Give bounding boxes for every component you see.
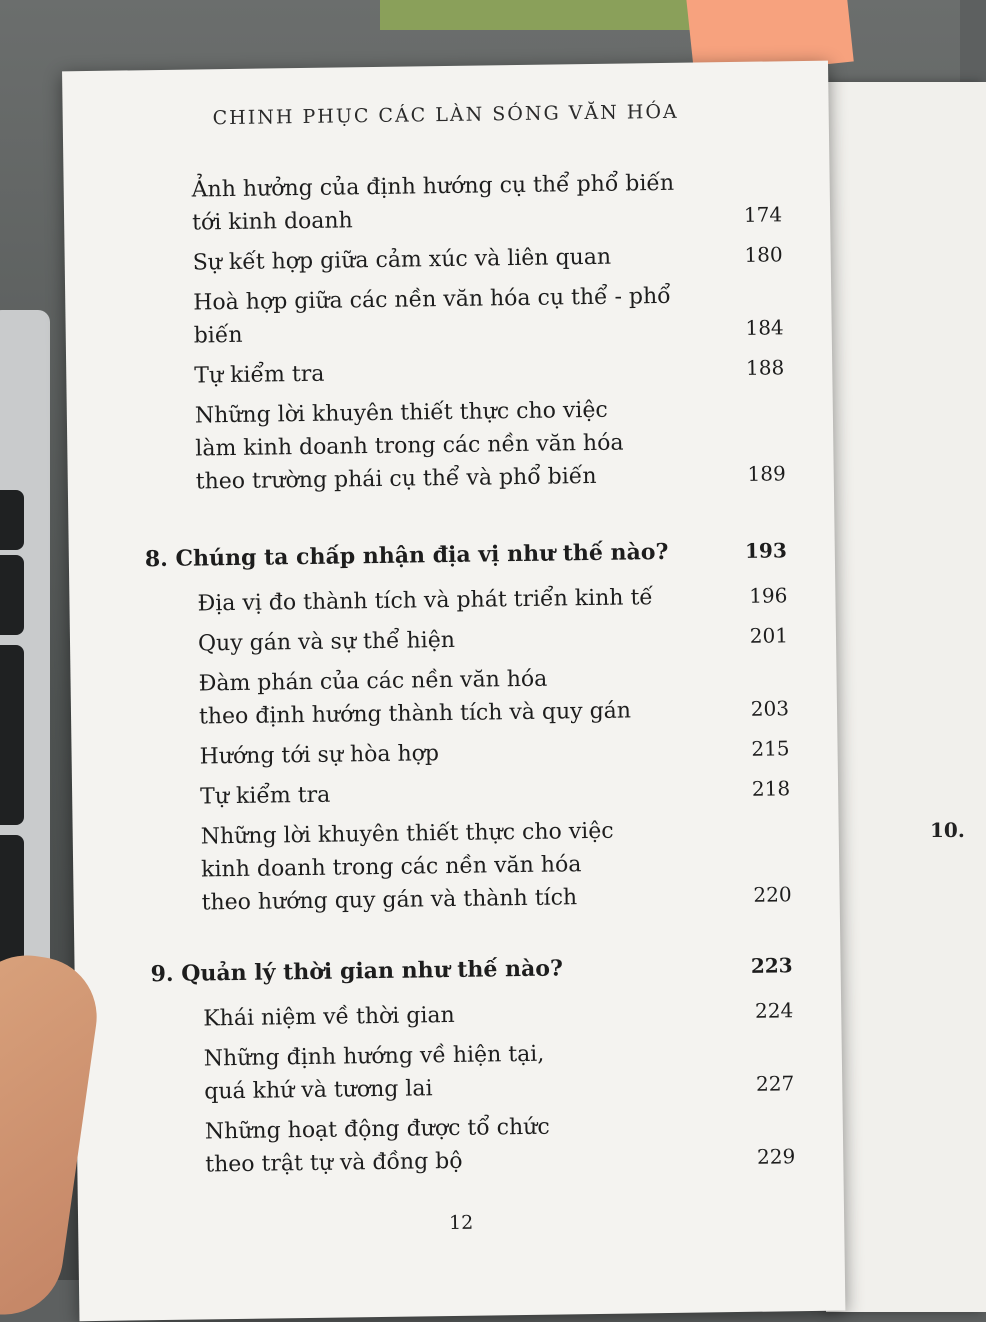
toc-entry xyxy=(192,238,782,279)
toc-entry xyxy=(204,1034,795,1108)
toc-entry-line: tới kinh doanh xyxy=(191,208,353,236)
toc-entry-title xyxy=(200,772,790,813)
toc-entry-line: Địa vị đo thành tích và phát triển kinh tế xyxy=(197,585,654,617)
toc-entry xyxy=(205,1107,796,1181)
toc-entry xyxy=(191,165,782,239)
toc-entry-title xyxy=(204,1034,795,1108)
toc-entry-page-number: 224 xyxy=(754,998,794,1023)
chapter-entries xyxy=(197,579,792,919)
toc-entry-page-number: 203 xyxy=(750,696,790,721)
keyboard-key xyxy=(0,490,24,550)
toc-entry-title xyxy=(191,165,782,239)
toc-entry-line: theo trật tự và đồng bộ xyxy=(205,1148,463,1178)
toc-entry xyxy=(198,659,789,733)
toc-entry-page-number: 218 xyxy=(751,776,791,801)
toc-section-continued xyxy=(191,165,785,498)
toc-entry-line: Đàm phán của các nền văn hóa xyxy=(198,666,548,697)
toc-entry xyxy=(197,579,787,620)
toc-entry xyxy=(194,351,784,392)
facing-page-chapter-fragment: 10. xyxy=(930,818,965,842)
chapter-heading xyxy=(145,534,787,576)
toc-entry-line: Những lời khuyên thiết thực cho việc xyxy=(194,397,608,429)
keyboard-key xyxy=(0,645,24,825)
chapter-page-number: 223 xyxy=(750,953,793,978)
facing-page xyxy=(826,82,986,1312)
toc-entry-line: Những hoạt động được tổ chức xyxy=(204,1114,550,1145)
toc-entry-page-number: 215 xyxy=(751,736,790,761)
toc-entry-page-number: 180 xyxy=(744,242,783,267)
keyboard-key xyxy=(0,555,24,635)
toc-entry-title xyxy=(198,659,789,733)
keyboard-key xyxy=(0,835,24,965)
toc-entry xyxy=(203,994,793,1035)
toc-entry xyxy=(200,772,790,813)
toc-entry-line: làm kinh doanh trong các nền văn hóa xyxy=(195,430,624,462)
toc-entry-line: quá khứ và tương lai xyxy=(204,1076,433,1105)
toc-entry-line: Khái niệm về thời gian xyxy=(203,1002,455,1032)
toc-entry-page-number: 220 xyxy=(753,882,792,907)
toc-entry-title xyxy=(203,994,793,1035)
toc-entry xyxy=(193,278,784,352)
toc-entry-title xyxy=(194,351,784,392)
toc-entry-title xyxy=(192,238,782,279)
toc-entry-line: Hoà hợp giữa các nền văn hóa cụ thể - phổ biến xyxy=(193,283,671,349)
running-header: CHINH PHỤC CÁC LÀN SÓNG VĂN HÓA xyxy=(212,100,679,130)
toc-entry-page-number: 188 xyxy=(745,355,785,380)
toc-entry-title xyxy=(198,619,788,660)
toc-entry-line: theo trường phái cụ thể và phổ biến xyxy=(195,463,597,495)
chapter-page-number: 193 xyxy=(744,538,787,563)
toc-entry-line: Tự kiểm tra xyxy=(194,361,325,389)
toc-entry xyxy=(199,732,789,773)
toc-entry-line: Sự kết hợp giữa cảm xúc và liên quan xyxy=(192,244,612,276)
toc-entry-line: Ảnh hưởng của định hướng cụ thể phổ biến xyxy=(191,170,675,203)
chapter-heading xyxy=(150,949,792,991)
toc-entry xyxy=(195,391,786,498)
toc-entry-line: Hướng tới sự hòa hợp xyxy=(199,741,440,770)
toc-entry-line: theo hướng quy gán và thành tích xyxy=(201,885,578,916)
page-number: 12 xyxy=(448,1211,474,1235)
book-page xyxy=(62,61,845,1322)
toc-entry-title xyxy=(195,391,786,498)
toc-entry-page-number: 174 xyxy=(743,202,783,227)
toc-entry-title xyxy=(205,1107,796,1181)
toc-entry-title xyxy=(201,812,792,919)
toc-entry-page-number: 184 xyxy=(745,315,784,340)
toc-entry-page-number: 229 xyxy=(756,1144,796,1169)
chapter-title: 8. Chúng ta chấp nhận địa vị như thế nào? xyxy=(144,538,669,573)
toc-entry xyxy=(201,812,792,919)
chapter-title: 9. Quản lý thời gian như thế nào? xyxy=(150,955,564,988)
toc-entry-line: kinh doanh trong các nền văn hóa xyxy=(201,852,582,883)
toc-entry-page-number: 201 xyxy=(749,623,789,648)
toc-entry-title xyxy=(199,732,789,773)
green-object xyxy=(380,0,700,30)
toc-entry-page-number: 196 xyxy=(749,583,788,608)
chapter-entries xyxy=(203,994,795,1181)
toc-entry-title xyxy=(197,579,787,620)
toc-entry-line: Tự kiểm tra xyxy=(200,782,331,810)
toc-entry-page-number: 227 xyxy=(755,1071,795,1096)
toc-entry-line: theo định hướng thành tích và quy gán xyxy=(198,698,632,730)
toc-entry-line: Quy gán và sự thể hiện xyxy=(197,627,456,657)
toc-entry-title xyxy=(193,278,784,352)
table-of-contents xyxy=(144,165,796,1188)
toc-entry-line: Những lời khuyên thiết thực cho việc xyxy=(200,818,614,850)
toc-entry xyxy=(198,619,788,660)
toc-entry-page-number: 189 xyxy=(747,461,786,486)
toc-entry-line: Những định hướng về hiện tại, xyxy=(203,1041,545,1072)
